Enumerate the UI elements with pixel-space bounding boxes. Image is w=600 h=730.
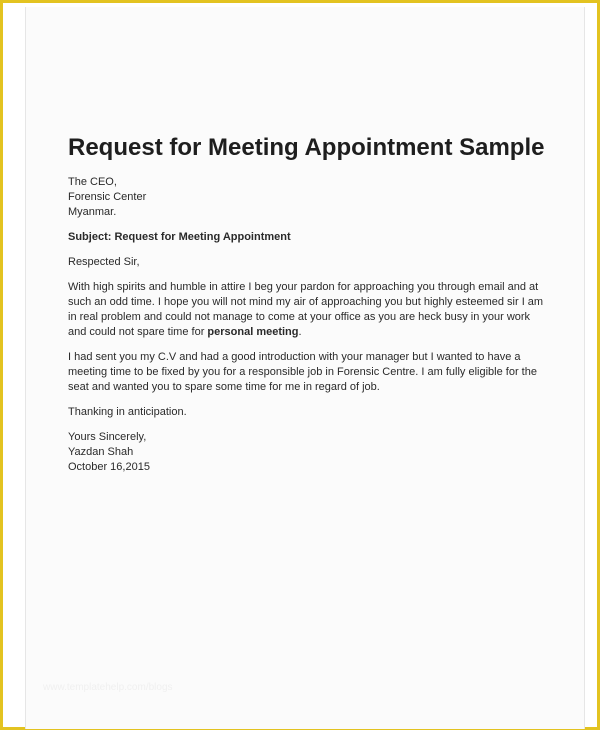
paragraph-text-end: . <box>298 326 302 338</box>
paragraph-text: With high spirits and humble in attire I beg your pardon for approaching you through email and at such an odd time. I hope you will not mind my air of approaching you but highly esteemed sir I am in real problem and could not manage to come at your office as you are heck busy in your work and could not spare time for <box>68 281 544 338</box>
signoff-block <box>68 430 548 475</box>
watermark-text: www.templatehelp.com/blogs <box>43 682 173 693</box>
recipient-address <box>68 175 548 220</box>
subject-line: Subject: Request for Meeting Appointment <box>68 231 291 243</box>
letter-body <box>68 133 548 475</box>
body-paragraph-2: I had sent you my C.V and had a good introduction with your manager but I wanted to have a meeting time to be fixed by you for a responsible job in Forensic Centre. I am fully eligible for the seat and wanted you to spare some time for me in regard of job. <box>68 351 537 393</box>
closing-line: Thanking in anticipation. <box>68 406 187 418</box>
emphasis-text: personal meeting <box>207 326 299 338</box>
address-line: The CEO, <box>68 176 117 188</box>
signoff-line: Yours Sincerely, <box>68 431 147 443</box>
letter-date: October 16,2015 <box>68 461 150 473</box>
body-paragraph-1 <box>68 280 548 340</box>
document-title: Request for Meeting Appointment Sample <box>68 134 545 161</box>
address-line: Myanmar. <box>68 206 117 218</box>
signer-name: Yazdan Shah <box>68 446 134 458</box>
salutation: Respected Sir, <box>68 256 140 268</box>
address-line: Forensic Center <box>68 191 147 203</box>
